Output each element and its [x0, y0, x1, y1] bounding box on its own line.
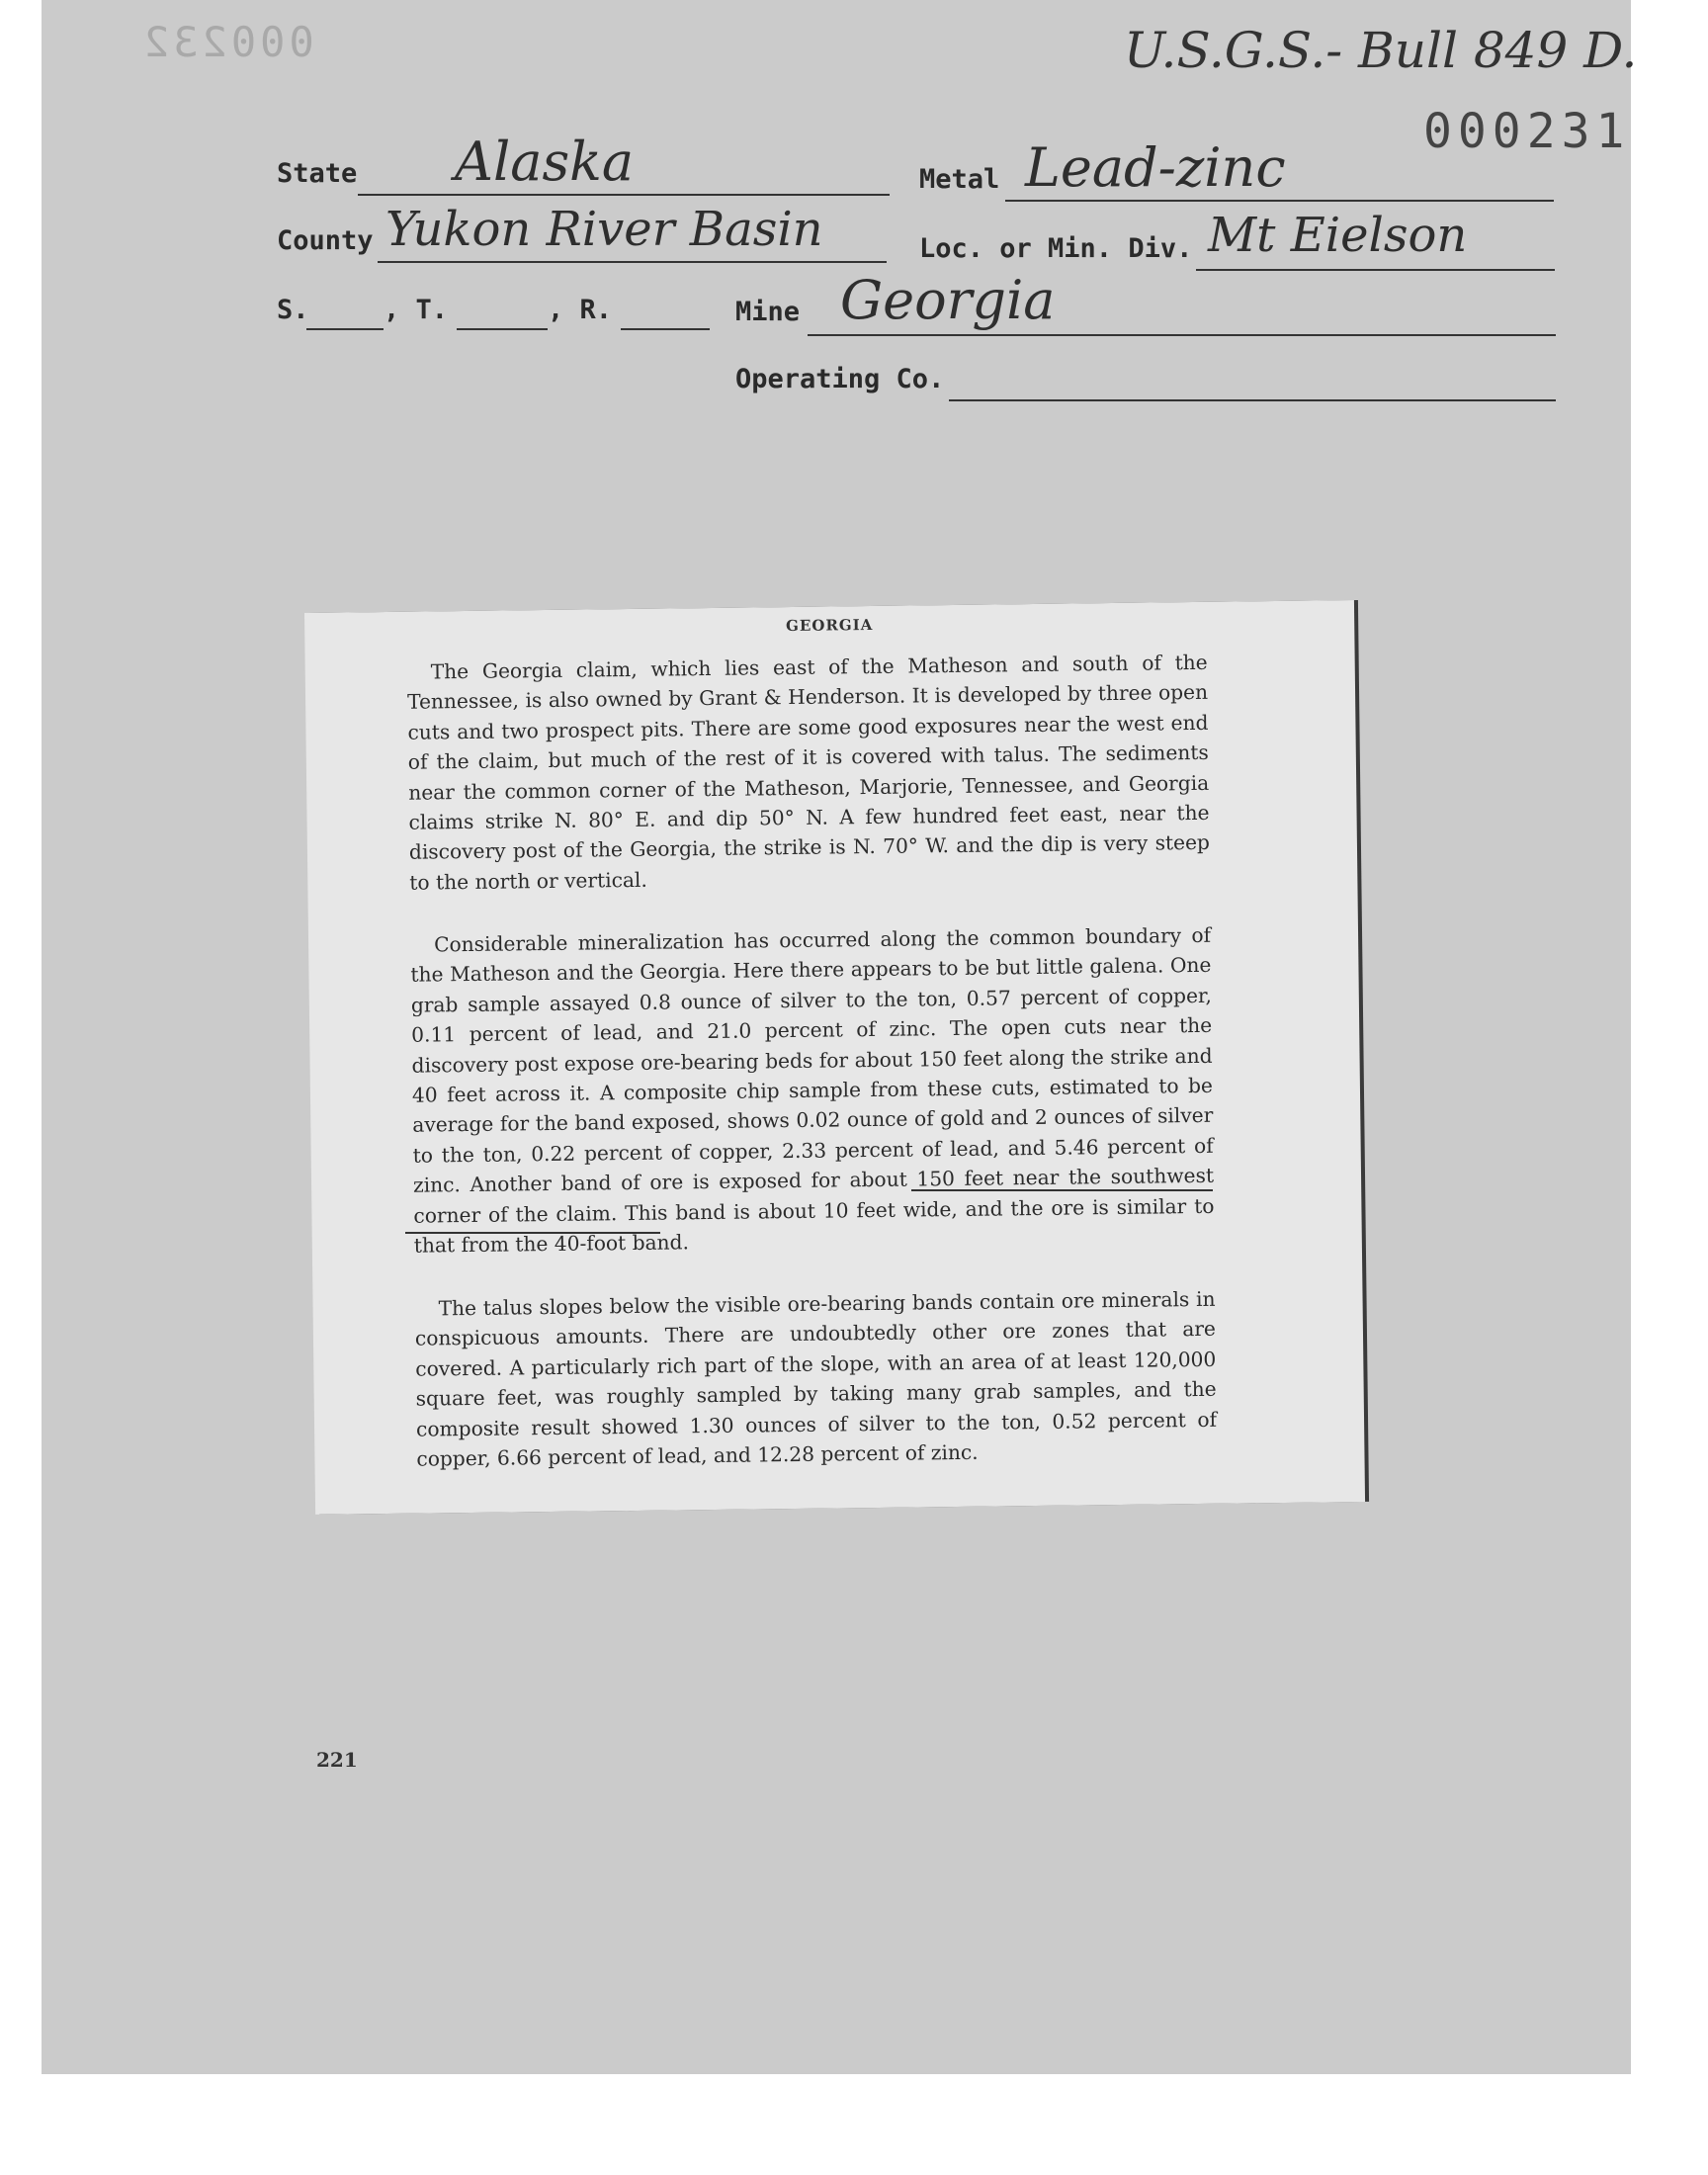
township-label: , T.: [384, 295, 449, 325]
state-value: Alaska: [455, 130, 635, 193]
page-number: 221: [316, 1748, 358, 1772]
county-value: Yukon River Basin: [385, 202, 823, 257]
pasted-text-clipping: [304, 600, 1365, 1515]
state-label: State: [277, 158, 358, 189]
mirrored-stamp-number: 000232: [140, 18, 314, 66]
operating-label: Operating Co.: [735, 364, 945, 394]
loc-label: Loc. or Min. Div.: [919, 233, 1193, 264]
pen-underline: [911, 1189, 1213, 1191]
township-line: [457, 328, 548, 330]
loc-line: [1196, 269, 1555, 271]
clipping-paragraph: The Georgia claim, which lies east of the Matheson and south of the Tennessee, is also owned by Grant & Henderson. It is developed by three open cuts and two prospect pits. There are some good exposures near the west end of the claim, but much of the rest of it is covered with talus. The sediments near the common corner of the Matheson, Marjorie, Tennessee, and Georgia claims strike N. 80° E. and dip 50° N. A few hundred feet east, near the discovery post of the Georgia, the strike is N. 70° W. and the dip is very steep to the north or vertical.: [406, 650, 1211, 895]
county-label: County: [277, 225, 374, 256]
metal-label: Metal: [919, 164, 1000, 195]
mine-label: Mine: [735, 297, 801, 327]
state-line: [358, 194, 890, 196]
county-line: [378, 261, 887, 263]
clipping-paragraph: The talus slopes below the visible ore-bearing bands contain ore minerals in conspicuous amounts. There are undoubtedly other ore zones that are covered. A particularly rich part of the slope, with an area of at least 120,000 square feet, was roughly sampled by taking many grab samples, and the composite result showed 1.30 ounces of silver to the ton, 0.52 percent of copper, 6.66 percent of lead, and 12.28 percent of zinc.: [414, 1286, 1218, 1471]
pen-underline: [405, 1232, 660, 1234]
section-line: [306, 328, 384, 330]
metal-value: Lead-zinc: [1025, 136, 1286, 199]
section-label: S.: [277, 295, 309, 325]
mine-value: Georgia: [840, 269, 1056, 331]
clipping-paragraph: Considerable mineralization has occurred along the common boundary of the Matheson and the Georgia. Here there appears to be but little galena. One grab sample assayed 0.8 ounce of silver to the ton, 0.57 percent of copper, 0.11 percent of lead, and 21.0 percent of zinc. The open cuts near the discovery post expose ore-bearing beds for about 150 feet along the strike and 40 feet across it. A composite chip sample from these cuts, estimated to be average for the band exposed, shows 0.02 ounce of gold and 2 ounces of silver to the ton, 0.22 percent of copper, 2.33 percent of lead, and 5.46 percent of zinc. Another band of ore is exposed for about 150 feet near the southwest corner of the claim. This band is about 10 feet wide, and the ore is similar to that from the 40-foot band.: [410, 922, 1215, 1258]
clipping-title: GEORGIA: [785, 615, 874, 636]
range-line: [621, 328, 710, 330]
document-number: 000231: [1423, 104, 1631, 159]
range-label: , R.: [548, 295, 613, 325]
mine-line: [808, 334, 1556, 336]
operating-line: [949, 399, 1556, 401]
metal-line: [1005, 200, 1554, 202]
usgs-bulletin-note: U.S.G.S.- Bull 849 D.: [1124, 22, 1638, 79]
loc-value: Mt Eielson: [1208, 208, 1468, 263]
